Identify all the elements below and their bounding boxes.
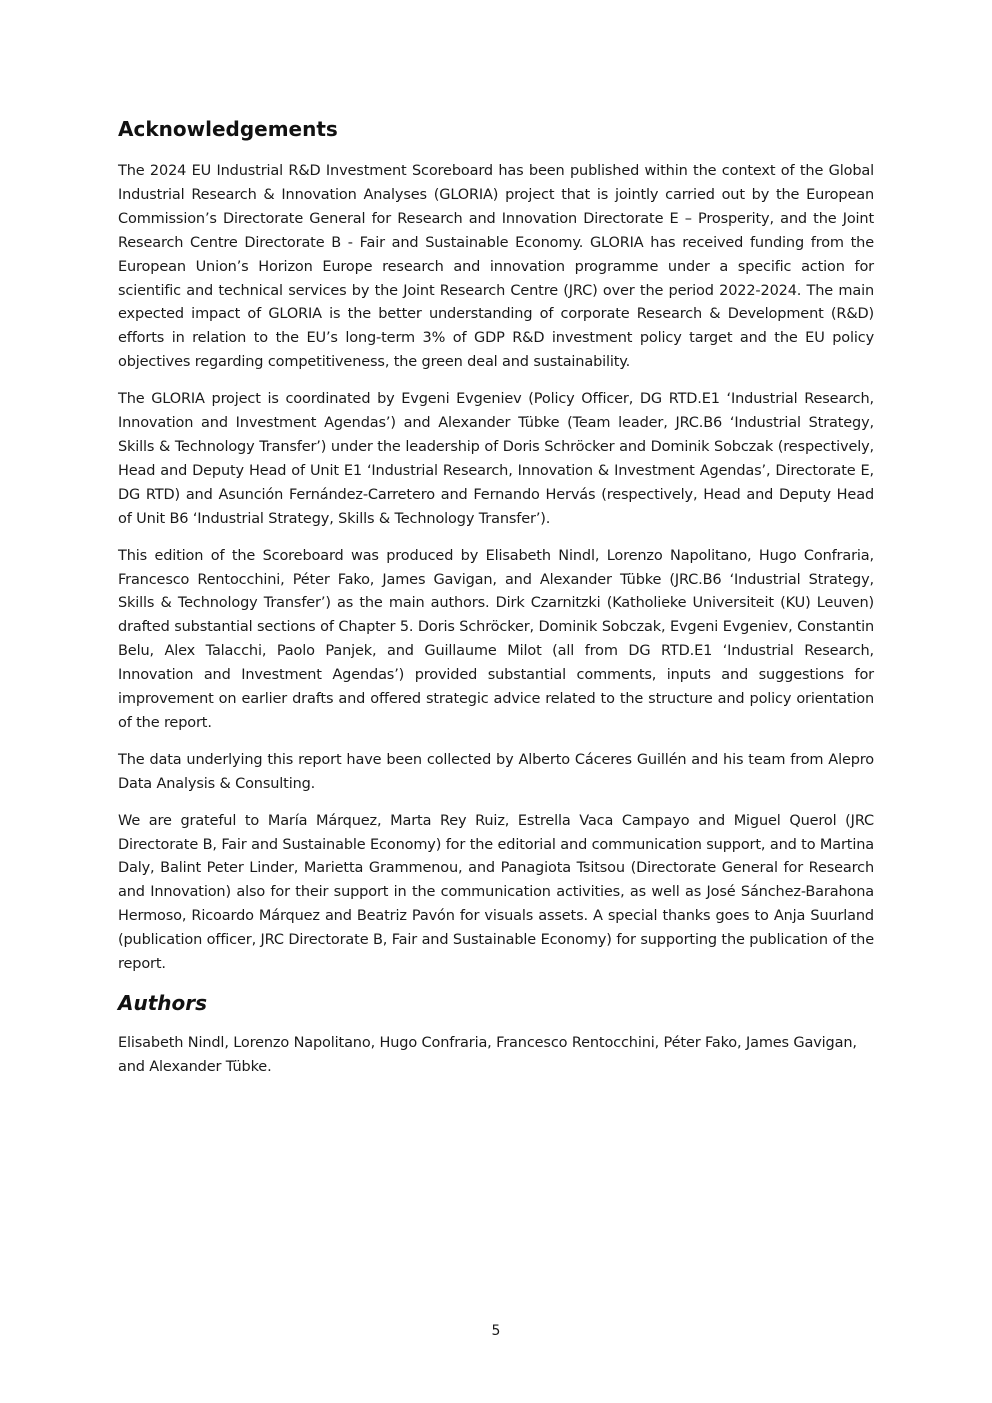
- acknowledgements-paragraph-3: This edition of the Scoreboard was produced by Elisabeth Nindl, Lorenzo Napolitano, Hugo Confraria, Francesco Rentocchini, Péter Fako, James Gavigan, and Alexander Tübke (JRC.B6 ‘Industrial Strategy, Skills & Technology Transfer’) as the main authors. Dirk Czarnitzki (Katholieke Universiteit (KU) Leuven) drafted substantial sections of Chapter 5. Doris Schröcker, Dominik Sobczak, Evgeni Evgeniev, Constantin Belu, Alex Talacchi, Paolo Panjek, and Guillaume Milot (all from DG RTD.E1 ‘Industrial Research, Innovation and Investment Agendas’) provided substantial comments, inputs and suggestions for improvement on earlier drafts and offered strategic advice related to the structure and policy orientation of the report.: [118, 547, 874, 731]
- page-number: 5: [491, 1323, 501, 1339]
- authors-heading: Authors: [118, 991, 208, 1015]
- document-page: [118, 116, 874, 1093]
- acknowledgements-paragraph-1: The 2024 EU Industrial R&D Investment Scoreboard has been published within the context of the Global Industrial Research & Innovation Analyses (GLORIA) project that is jointly carried out by the European Commission’s Directorate General for Research and Innovation Directorate E – Prosperity, and the Joint Research Centre Directorate B - Fair and Sustainable Economy. GLORIA has received funding from the European Union’s Horizon Europe research and innovation programme under a specific action for scientific and technical services by the Joint Research Centre (JRC) over the period 2022-2024. The main expected impact of GLORIA is the better understanding of corporate Research & Development (R&D) efforts in relation to the EU’s long-term 3% of GDP R&D investment policy target and the EU policy objectives regarding competitiveness, the green deal and sustainability.: [118, 163, 874, 371]
- acknowledgements-paragraph-5: We are grateful to María Márquez, Marta Rey Ruiz, Estrella Vaca Campayo and Miguel Querol (JRC Directorate B, Fair and Sustainable Economy) for the editorial and communication support, and to Martina Daly, Balint Peter Linder, Marietta Grammenou, and Panagiota Tsitsou (Directorate General for Research and Innovation) also for their support in the communication activities, as well as José Sánchez-Barahona Hermoso, Ricoardo Márquez and Beatriz Pavón for visuals assets. A special thanks goes to Anja Suurland (publication officer, JRC Directorate B, Fair and Sustainable Economy) for supporting the publication of the report.: [118, 812, 874, 973]
- acknowledgements-paragraph-4: The data underlying this report have been collected by Alberto Cáceres Guillén and his team from Alepro Data Analysis & Consulting.: [118, 751, 874, 792]
- acknowledgements-heading: Acknowledgements: [118, 117, 338, 141]
- authors-list: Elisabeth Nindl, Lorenzo Napolitano, Hugo Confraria, Francesco Rentocchini, Péter Fako, James Gavigan, and Alexander Tübke.: [118, 1035, 857, 1075]
- acknowledgements-paragraph-2: The GLORIA project is coordinated by Evgeni Evgeniev (Policy Officer, DG RTD.E1 ‘Industrial Research, Innovation and Investment Agendas’) and Alexander Tübke (Team leader, JRC.B6 ‘Industrial Strategy, Skills & Technology Transfer’) under the leadership of Doris Schröcker and Dominik Sobczak (respectively, Head and Deputy Head of Unit E1 ‘Industrial Research, Innovation & Investment Agendas’, Directorate E, DG RTD) and Asunción Fernández-Carretero and Fernando Hervás (respectively, Head and Deputy Head of Unit B6 ‘Industrial Strategy, Skills & Technology Transfer’).: [118, 391, 874, 527]
